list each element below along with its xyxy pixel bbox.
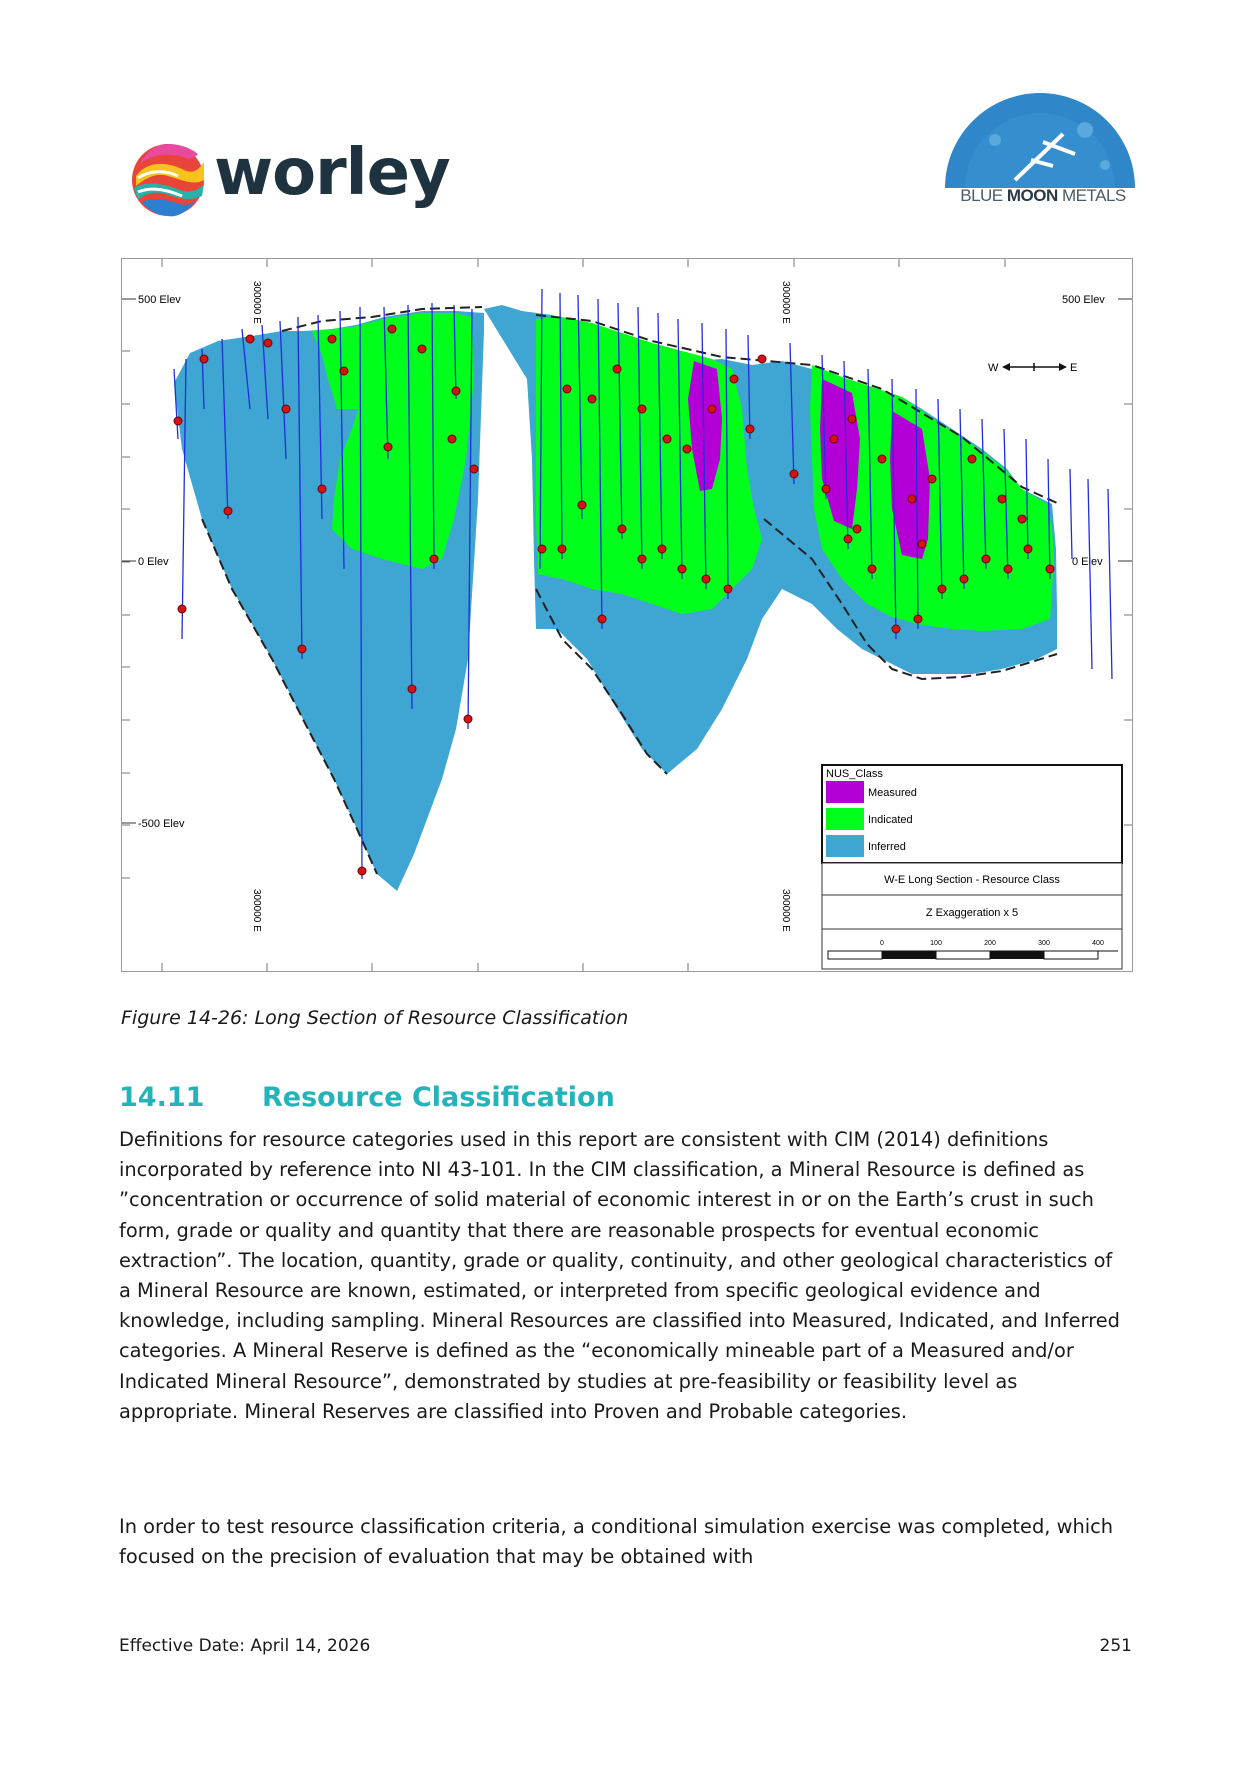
paragraph-2: In order to test resource classification criteria, a conditional simulation exercise was completed, which focused on the precision of evaluation that may be obtained with	[119, 1515, 1114, 1569]
elev-label-mid-left: 0 Elev	[138, 556, 169, 568]
footer-page-number: 251	[1099, 1636, 1132, 1656]
compass-arrow-icon	[1002, 363, 1067, 371]
scale-tick-2: 200	[984, 940, 996, 947]
exaggeration-label: Z Exaggeration x 5	[925, 907, 1019, 919]
scale-tick-1: 100	[930, 940, 942, 947]
easting-label-top-2: 300000 E	[780, 281, 791, 324]
blue-moon-wordmark: BLUE MOON METALS	[960, 186, 1126, 205]
paragraph-1: Definitions for resource categories used in this report are consistent with CIM (2014) definitions incorporated by reference into NI 43-101. In the CIM classification, a Mineral Resource is defined as ”concentration or occurrence of solid material of economic interest in or on the Earth’s crust in such form, grade or quality and quantity that there are reasonable prospects for eventual economic extraction”. The location, quantity, grade or quality, continuity, and other geological characteristics of a Mineral Resource are known, estimated, or interpreted from specific geological evidence and knowledge, including sampling. Mineral Resources are classified into Measured, Indicated, and Inferred categories. A Mineral Reserve is defined as the “economically mineable part of a Measured and/or Indicated Mineral Resource”, demonstrated by studies at pre-feasibility or feasibility level as appropriate. Mineral Reserves are classified into Proven and Probable categories.	[119, 1128, 1120, 1423]
elev-label-mid-right: 0 Elev	[1072, 556, 1103, 568]
elev-label-bottom-left: -500 Elev	[138, 818, 185, 830]
worley-wordmark: worley	[214, 136, 450, 210]
legend-swatch-measured	[826, 781, 864, 803]
section-title: Resource Classification	[262, 1082, 615, 1113]
legend-swatch-indicated	[826, 808, 864, 830]
scale-tick-0: 0	[880, 940, 884, 947]
elev-label-top-left: 500 Elev	[138, 294, 181, 306]
scale-tick-4: 400	[1092, 940, 1104, 947]
elev-label-top-right: 500 Elev	[1062, 294, 1105, 306]
section-title-label: W-E Long Section - Resource Class	[884, 874, 1060, 886]
long-section-figure	[121, 258, 1133, 972]
long-section-diagram	[122, 259, 1132, 971]
compass-west-label: W	[988, 362, 999, 374]
blue-moon-metals-logo	[935, 80, 1145, 210]
easting-label-bottom-2: 300000 E	[780, 889, 791, 932]
compass-east-label: E	[1070, 362, 1078, 374]
legend-label-indicated: Indicated	[868, 814, 913, 826]
legend-label-measured: Measured	[868, 787, 917, 799]
easting-label-top-1: 300000 E	[251, 281, 262, 324]
easting-label-bottom-1: 300000 E	[251, 889, 262, 932]
section-heading	[119, 1082, 615, 1113]
worley-logo	[128, 136, 458, 225]
scale-tick-3: 300	[1038, 940, 1050, 947]
legend-title: NUS_Class	[826, 768, 883, 780]
blue-moon-logo-icon	[935, 80, 1145, 190]
worley-swirl-logo-icon	[128, 140, 208, 220]
figure-caption: Figure 14-26: Long Section of Resource Classification	[121, 1007, 629, 1029]
section-number: 14.11	[119, 1082, 205, 1113]
footer-effective-date: Effective Date: April 14, 2026	[119, 1636, 371, 1656]
legend-swatch-inferred	[826, 835, 864, 857]
legend-label-inferred: Inferred	[868, 841, 906, 853]
legend	[822, 765, 1122, 863]
